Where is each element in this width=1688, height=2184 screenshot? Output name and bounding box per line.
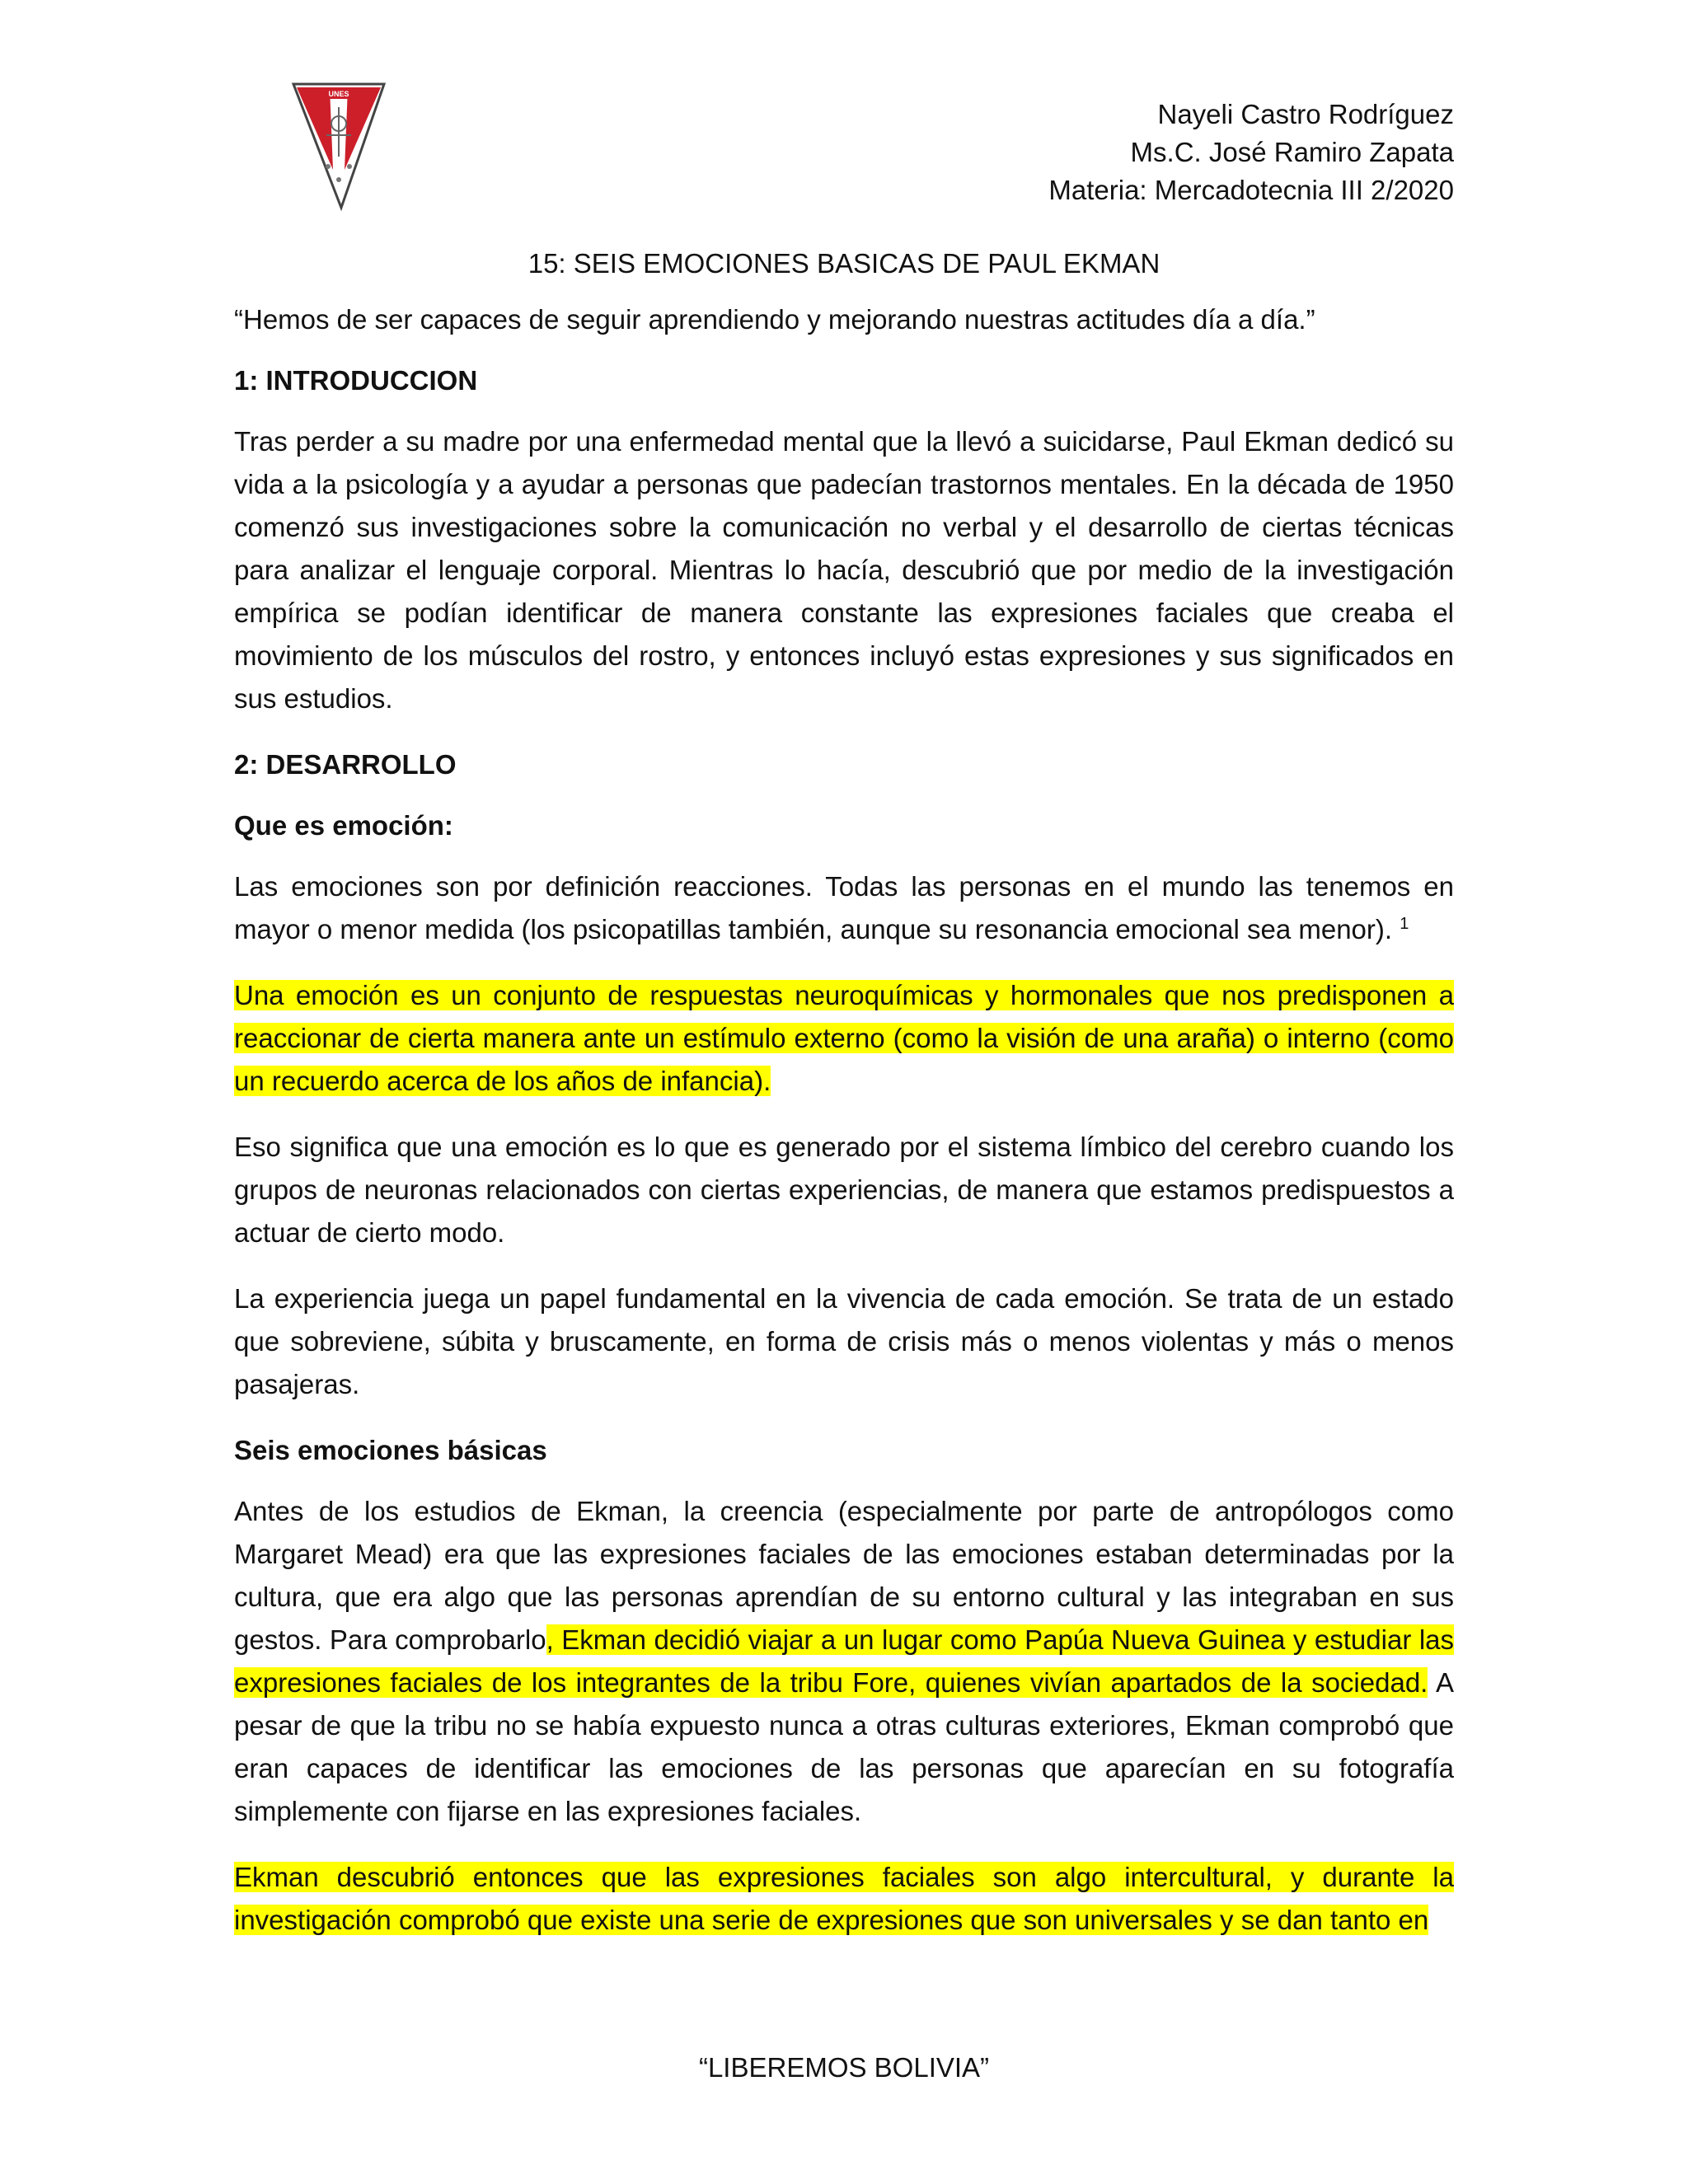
section-heading-introduction: 1: INTRODUCCION (234, 365, 478, 396)
highlighted-text: Ekman descubrió entonces que las expresiones faciales son algo intercultural, y durante la investigación comprobó que existe una serie de expresiones que son universales y se dan tanto en (234, 1862, 1454, 1935)
paragraph-emotions-definition (234, 865, 1454, 951)
header-info (1048, 96, 1454, 209)
quote: “Hemos de ser capaces de seguir aprendiendo y mejorando nuestras actitudes día a día.” (234, 304, 1315, 335)
subheading-what-is-emotion: Que es emoción: (234, 810, 453, 841)
section-heading-development: 2: DESARROLLO (234, 749, 457, 780)
introduction-paragraph: Tras perder a su madre por una enfermedad mental que la llevó a suicidarse, Paul Ekman dedicó su vida a la psicología y a ayudar a personas que padecían trastornos mentales. En la década de 1950 comenzó sus investigaciones sobre la comunicación no verbal y el desarrollo de ciertas técnicas para analizar el lenguaje corporal. Mientras lo hacía, descubrió que por medio de la investigación empírica se podían identificar de manera constante las expresiones faciales que creaba el movimiento de los músculos del rostro, y entonces incluyó estas expresiones y sus significados en sus estudios. (234, 426, 1454, 714)
footnote-marker: 1 (1400, 915, 1409, 933)
university-logo (290, 77, 387, 211)
highlighted-paragraph-intercultural (234, 1856, 1454, 1942)
document-title: 15: SEIS EMOCIONES BASICAS DE PAUL EKMAN (528, 248, 1160, 279)
highlighted-text: Una emoción es un conjunto de respuestas neuroquímicas y hormonales que nos predisponen a reaccionar de cierta manera ante un estímulo externo (como la visión de una araña) o interno (como un recuerdo acerca de los años de infancia). (234, 980, 1454, 1096)
subheading-six-emotions: Seis emociones básicas (234, 1435, 547, 1465)
document-body (234, 244, 1454, 1965)
teacher-name: Ms.C. José Ramiro Zapata (1130, 137, 1454, 167)
paragraph-limbic-system: Eso significa que una emoción es lo que es generado por el sistema límbico del cerebro cuando los grupos de neuronas relacionados con ciertas experiencias, de manera que estamos predispuestos a actuar de cierto modo. (234, 1132, 1454, 1248)
paragraph-text-start: Antes de los estudios de Ekman, la creencia (especialmente por parte de antropólogos como Margaret Mead) era que las expresiones faciales de las emociones estaban determinadas por la cultura, que era algo que las personas aprendían de su entorno cultural y las integraban en sus gestos. Para comprobarlo (234, 1496, 1454, 1655)
paragraph-experience: La experiencia juega un papel fundamental en la vivencia de cada emoción. Se trata de un estado que sobreviene, súbita y bruscamente, en forma de crisis más o menos violentas y más o menos pasajeras. (234, 1283, 1454, 1399)
highlighted-paragraph-emotion (234, 974, 1454, 1103)
paragraph-text: Las emociones son por definición reacciones. Todas las personas en el mundo las tenemos en mayor o menor medida (los psicopatillas también, aunque su resonancia emocional sea menor). (234, 871, 1454, 944)
footer-motto: “LIBEREMOS BOLIVIA” (698, 2052, 990, 2083)
course-info: Materia: Mercadotecnia III 2/2020 (1048, 175, 1454, 205)
paragraph-ekman-study (234, 1490, 1454, 1833)
highlighted-text: , Ekman decidió viajar a un lugar como Papúa Nueva Guinea y estudiar las expresiones faciales de los integrantes de la tribu Fore, quienes vivían apartados de la sociedad. (234, 1624, 1455, 1698)
paragraph-text-end: A pesar de que la tribu no se había expuesto nunca a otras culturas exteriores, Ekman comprobó que eran capaces de identificar las emociones de las personas que aparecían en su fotografía simplemente con fijarse en las expresiones faciales. (234, 1667, 1454, 1826)
logo-text: UNES (328, 90, 349, 98)
author-name: Nayeli Castro Rodríguez (1157, 99, 1454, 129)
